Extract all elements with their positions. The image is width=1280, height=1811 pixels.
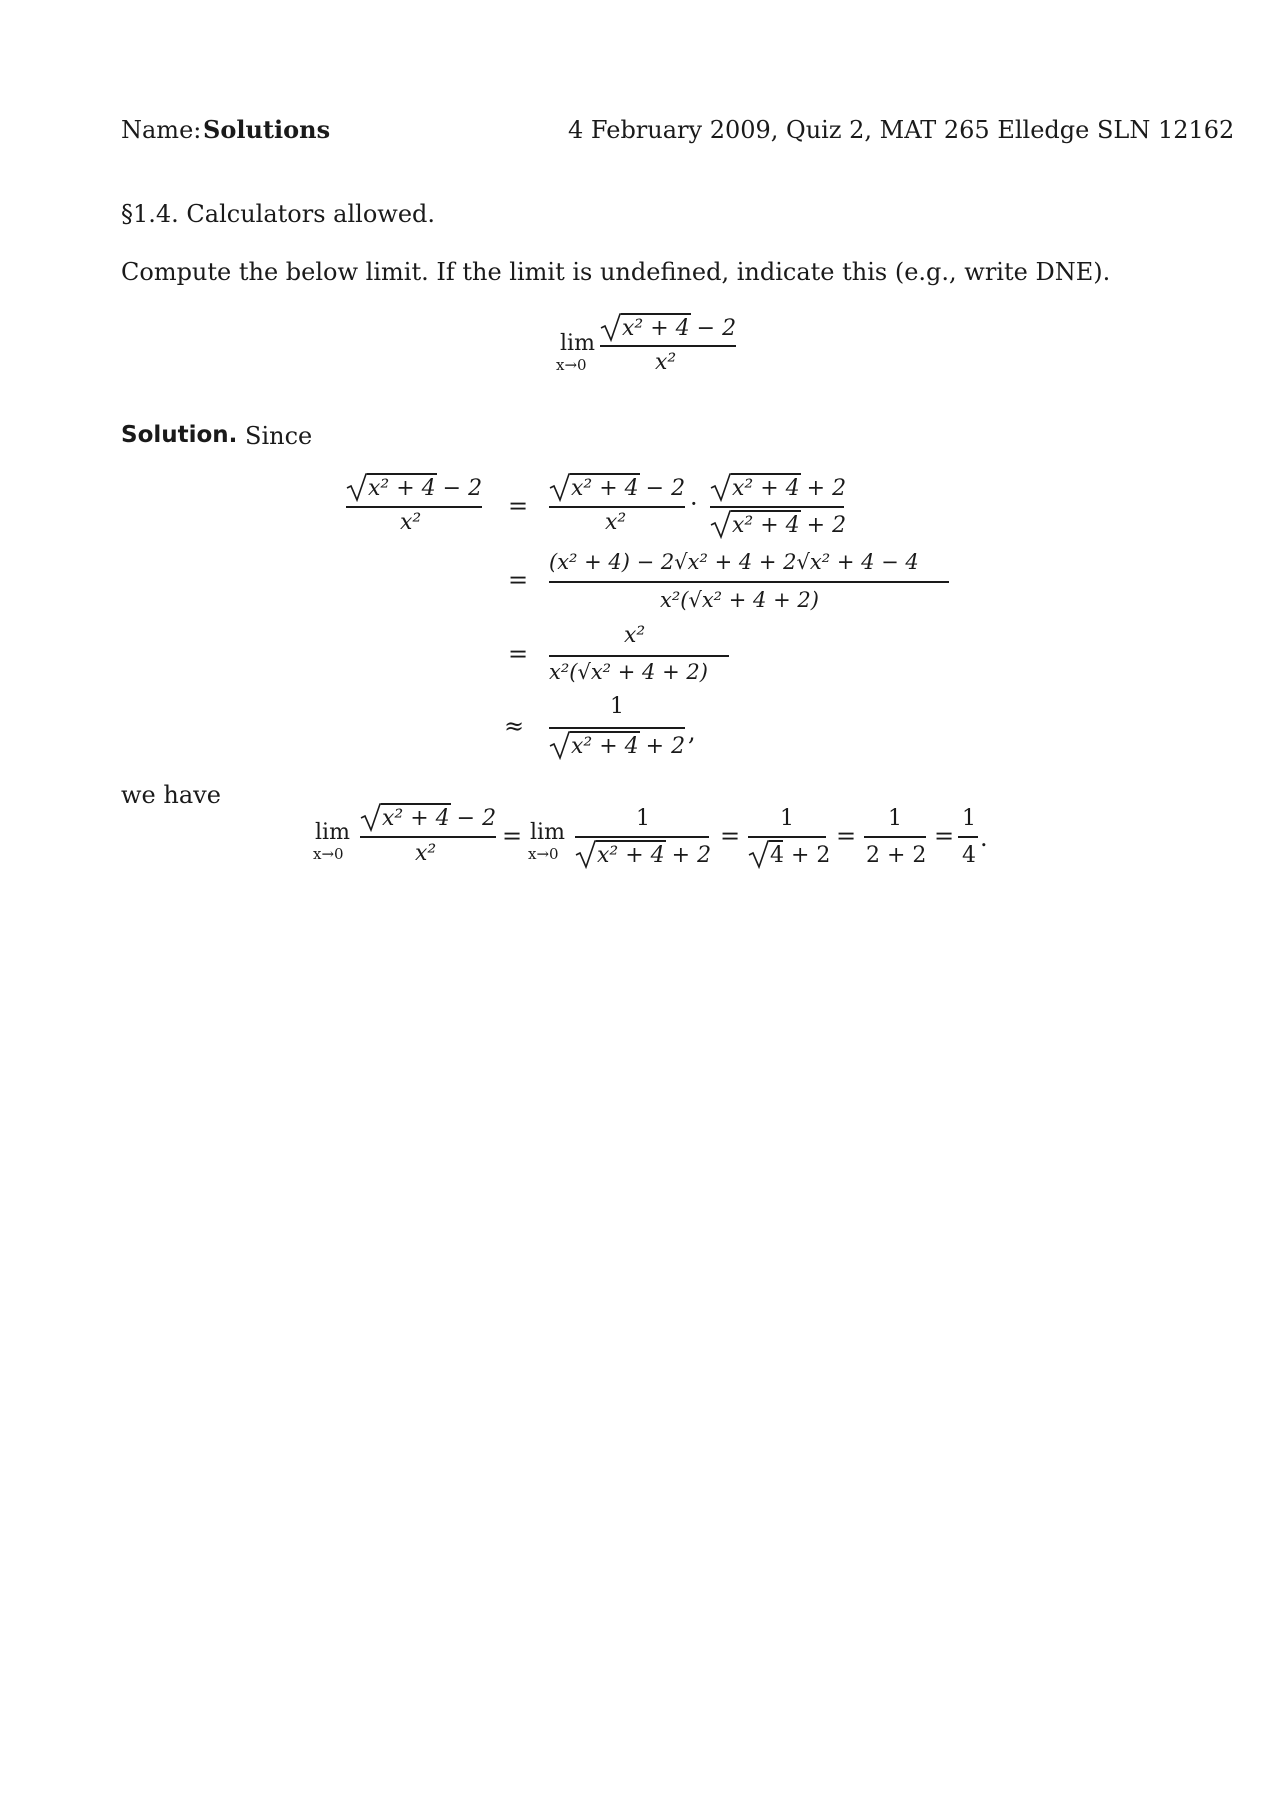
fraction-bar xyxy=(346,506,482,508)
sqrt-bar xyxy=(570,731,640,733)
step1-b-denominator: x² + 4 + 2 xyxy=(732,513,847,538)
sqrt-sign xyxy=(549,730,571,760)
section-heading: §1.4. Calculators allowed. xyxy=(121,200,436,228)
final-f4-denominator: 2 + 2 xyxy=(866,843,927,868)
lim-subscript: x→0 xyxy=(313,845,344,863)
fraction-bar xyxy=(864,836,926,838)
relation-eq: = xyxy=(508,492,529,520)
final-f5-numerator: 1 xyxy=(962,806,976,831)
final-f3-numerator: 1 xyxy=(780,806,794,831)
relation-eq: = xyxy=(508,566,529,594)
relation-approx: ≈ xyxy=(504,712,525,740)
sqrt-bar xyxy=(621,313,691,315)
lim-operator: lim xyxy=(315,820,350,845)
final-f1-numerator: x² + 4 − 2 xyxy=(382,806,497,831)
step3-denominator: x²(√x² + 4 + 2) xyxy=(549,660,708,684)
final-f1-denominator: x² xyxy=(415,841,437,866)
fraction-bar xyxy=(748,836,826,838)
fraction-bar xyxy=(549,506,685,508)
fraction-bar xyxy=(600,345,736,347)
problem-denominator: x² xyxy=(655,350,677,375)
sqrt-bar xyxy=(381,803,451,805)
sqrt-bar xyxy=(731,473,801,475)
step1-a-denominator: x² xyxy=(605,510,627,535)
fraction-bar xyxy=(360,836,496,838)
multiply-dot: · xyxy=(690,490,698,518)
sqrt-bar xyxy=(570,473,640,475)
final-f5-denominator: 4 xyxy=(962,843,976,868)
relation-eq: = xyxy=(508,640,529,668)
sqrt-bar xyxy=(596,840,666,842)
sqrt-sign xyxy=(360,802,382,832)
fraction-bar xyxy=(710,506,844,508)
lim-operator: lim xyxy=(530,820,565,845)
relation-eq: = xyxy=(720,822,741,850)
sqrt-sign xyxy=(710,472,732,502)
course-info: 4 February 2009, Quiz 2, MAT 265 Elledge SLN 12162 xyxy=(568,116,1235,144)
final-f2-denominator: x² + 4 + 2 xyxy=(597,843,712,868)
step2-numerator: (x² + 4) − 2√x² + 4 + 2√x² + 4 − 4 xyxy=(549,550,919,574)
relation-eq: = xyxy=(934,822,955,850)
solution-heading: Solution. xyxy=(121,422,238,448)
sqrt-bar xyxy=(731,510,801,512)
sqrt-sign xyxy=(600,312,622,342)
trailing-comma: , xyxy=(688,718,696,746)
sqrt-sign xyxy=(575,839,597,869)
relation-eq: = xyxy=(836,822,857,850)
sqrt-sign xyxy=(346,472,368,502)
step4-numerator: 1 xyxy=(610,694,624,719)
sqrt-bar xyxy=(769,840,783,842)
final-period: . xyxy=(980,824,988,852)
fraction-bar xyxy=(549,727,685,729)
step1-b-numerator: x² + 4 + 2 xyxy=(732,476,847,501)
step4-denominator: x² + 4 + 2 xyxy=(571,734,686,759)
final-f3-denominator: 4 + 2 xyxy=(770,843,831,868)
we-have-text: we have xyxy=(121,781,221,809)
step2-denominator: x²(√x² + 4 + 2) xyxy=(660,588,819,612)
step3-numerator: x² xyxy=(624,623,646,648)
final-f4-numerator: 1 xyxy=(888,806,902,831)
fraction-bar xyxy=(575,836,709,838)
since-text: Since xyxy=(245,422,313,450)
fraction-bar xyxy=(549,655,729,657)
sqrt-sign xyxy=(710,509,732,539)
fraction-bar xyxy=(549,581,949,583)
lim-operator: lim xyxy=(560,331,595,356)
lim-subscript: x→0 xyxy=(528,845,559,863)
problem-numerator: x² + 4 − 2 xyxy=(622,316,737,341)
sqrt-bar xyxy=(367,473,437,475)
sqrt-sign xyxy=(748,839,770,869)
name-value: Solutions xyxy=(203,115,331,144)
step1-a-numerator: x² + 4 − 2 xyxy=(571,476,686,501)
lhs-denominator: x² xyxy=(400,510,422,535)
lim-subscript: x→0 xyxy=(556,356,587,374)
fraction-bar xyxy=(958,836,978,838)
sqrt-sign xyxy=(549,472,571,502)
instructions: Compute the below limit. If the limit is undefined, indicate this (e.g., write DNE). xyxy=(121,258,1111,286)
final-f2-numerator: 1 xyxy=(636,806,650,831)
lhs-numerator: x² + 4 − 2 xyxy=(368,476,483,501)
name-label: Name: xyxy=(121,116,202,144)
relation-eq: = xyxy=(502,822,523,850)
